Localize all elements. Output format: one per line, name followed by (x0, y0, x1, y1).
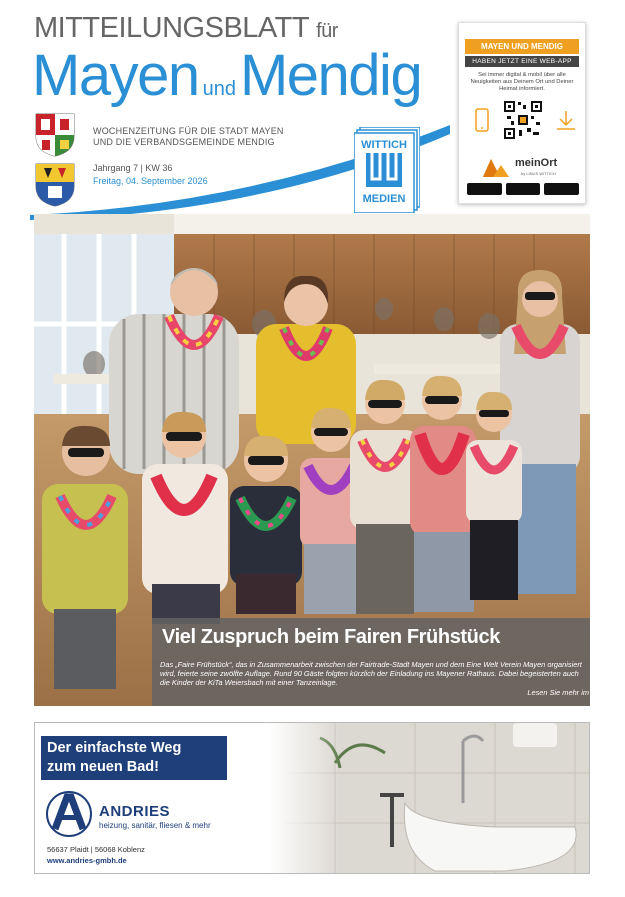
ad-address: 56637 Plaidt | 56068 Koblenz (47, 845, 145, 854)
ad-website-link[interactable]: www.andries-gmbh.de (47, 856, 127, 865)
mayen-coat-of-arms-icon (34, 112, 76, 158)
app-ad-headline: MAYEN UND MENDIG (465, 39, 579, 54)
andries-logo-icon (45, 789, 93, 839)
store-badges (467, 183, 579, 195)
masthead-und: und (202, 78, 236, 100)
masthead-fuer: für (316, 20, 338, 42)
meinort-brand: meinOrt (515, 157, 558, 169)
mendig-coat-of-arms-icon (34, 162, 76, 208)
smartphone-icon (467, 107, 497, 137)
ad-headline (41, 736, 227, 780)
app-ad-text: Sei immer digital & mobil über alle Neuigkeiten aus Deinem Ort und Deiner Heimat informiert. (470, 72, 574, 92)
issue-date: Freitag, 04. September 2026 (93, 176, 208, 186)
download-icon (551, 107, 581, 137)
wittich-medien-logo (354, 127, 420, 213)
ad-headline-line-1: Der einfachste Weg (47, 740, 182, 756)
lead-story-more-link[interactable]: Lesen Sie mehr im Innenteil (527, 688, 619, 697)
lead-story-text: Das „Faire Frühstück“, das in Zusammenarbeit zwischen der Fairtrade-Stadt Mayen und dem Eine Welt Verein Mayen organisiert wird, feierte seine zwölfte Auflage. Rund 90 Gäste folgten kürzlich der Einladung ins Mayener Rathaus. Dabei begeisterten auch die Kinder der KiTa Weiersbach mit einer Tanzeinlage. (160, 660, 582, 687)
qr-code-icon[interactable] (503, 100, 543, 140)
masthead-city-mayen: Mayen (32, 43, 199, 108)
masthead-city-mendig: Mendig (239, 43, 422, 108)
google-play-badge[interactable] (506, 183, 541, 195)
ad-company-tagline: heizung, sanitär, fliesen & mehr (99, 821, 211, 830)
wittich-logo-line-2: MEDIEN (362, 193, 406, 205)
newspaper-subtitle (93, 126, 284, 148)
web-app-badge[interactable] (544, 183, 579, 195)
lead-story-title[interactable]: Viel Zuspruch beim Fairen Frühstück (162, 626, 500, 648)
andries-advert[interactable] (34, 722, 590, 874)
ad-company-name: ANDRIES (99, 803, 171, 820)
app-store-badge[interactable] (467, 183, 502, 195)
app-ad-subheadline: HABEN JETZT EINE WEB-APP (465, 56, 579, 67)
meinort-logo-icon (481, 155, 511, 179)
masthead-top-line: MITTEILUNGSBLATT (34, 12, 309, 44)
issue-number: Jahrgang 7 | KW 36 (93, 163, 173, 173)
web-app-advert[interactable] (458, 22, 586, 204)
masthead-cities (32, 43, 422, 108)
meinort-brand-sub: by LINUS WITTICH (521, 171, 556, 176)
subtitle-line-2: UND DIE VERBANDSGEMEINDE MENDIG (93, 137, 275, 147)
masthead-title (34, 14, 338, 43)
subtitle-line-1: WOCHENZEITUNG FÜR DIE STADT MAYEN (93, 126, 284, 136)
wittich-logo-line-1: WITTICH (361, 139, 407, 151)
ad-headline-line-2: zum neuen Bad! (47, 759, 159, 775)
